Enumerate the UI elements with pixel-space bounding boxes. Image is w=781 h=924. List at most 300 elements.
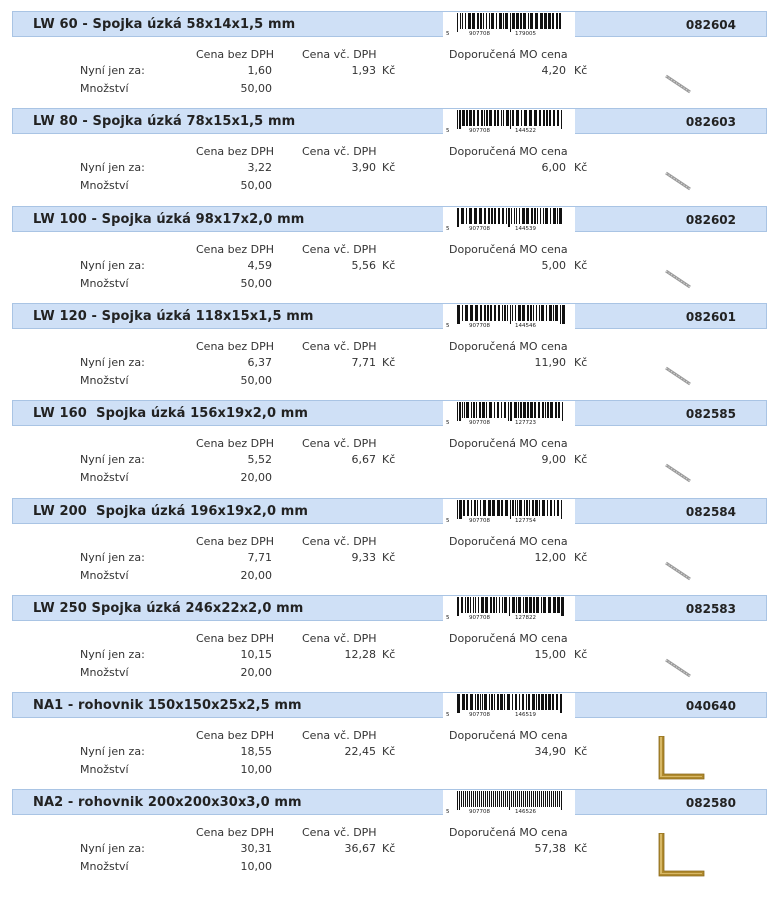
barcode-bar bbox=[530, 402, 533, 418]
barcode-bars bbox=[457, 13, 561, 32]
product-item bbox=[0, 789, 781, 886]
barcode-bar bbox=[474, 208, 477, 224]
barcode-bar bbox=[550, 500, 552, 516]
product-title[interactable]: LW 250 Spojka úzká 246x22x2,0 mm bbox=[33, 600, 304, 616]
barcode-bar bbox=[501, 402, 502, 418]
product-header[interactable] bbox=[12, 108, 767, 134]
barcode-bar bbox=[518, 597, 521, 613]
barcode-bar bbox=[557, 208, 558, 224]
price-rrp-value: 57,38 bbox=[534, 842, 566, 856]
price-rrp-header: Doporučená MO cena bbox=[449, 534, 568, 548]
price-rrp-value: 6,00 bbox=[541, 161, 566, 175]
product-image[interactable] bbox=[656, 444, 706, 494]
barcode bbox=[443, 109, 575, 134]
barcode-bar bbox=[536, 694, 537, 710]
connector-plate-icon bbox=[656, 250, 706, 300]
barcode-bar bbox=[523, 402, 526, 418]
barcode-bar bbox=[534, 402, 536, 418]
barcode-bars bbox=[457, 500, 562, 519]
barcode-bar bbox=[487, 791, 488, 807]
barcode-bar bbox=[460, 13, 461, 29]
barcode-bar bbox=[514, 208, 515, 224]
barcode-bars bbox=[457, 305, 565, 324]
barcode-bar bbox=[529, 110, 532, 126]
barcode-digits: 907708 bbox=[469, 809, 490, 816]
barcode-bar bbox=[517, 791, 518, 807]
price-net-value: 7,71 bbox=[247, 550, 272, 564]
barcode-bar bbox=[543, 597, 546, 613]
product-image[interactable] bbox=[656, 55, 706, 105]
barcode-bar bbox=[496, 13, 497, 29]
barcode-bar bbox=[541, 791, 542, 807]
barcode-bar bbox=[558, 402, 560, 418]
barcode-bar bbox=[497, 110, 499, 126]
barcode-bar bbox=[476, 402, 477, 418]
barcode-bar bbox=[535, 13, 538, 29]
barcode-digits: 144539 bbox=[515, 225, 536, 232]
barcode-digits: 5 bbox=[446, 809, 450, 816]
barcode-bars bbox=[457, 402, 563, 421]
barcode-digits: 5 bbox=[446, 128, 450, 135]
barcode-bar bbox=[482, 402, 485, 418]
barcode-bar bbox=[457, 500, 458, 519]
barcode-bar bbox=[510, 305, 511, 324]
barcode-bar bbox=[534, 208, 536, 224]
barcode-bar bbox=[467, 500, 469, 516]
barcode-bar bbox=[535, 500, 538, 516]
barcode-bar bbox=[561, 791, 562, 810]
price-gross-value: 1,93 bbox=[351, 64, 376, 77]
product-title[interactable]: LW 80 - Spojka úzká 78x15x1,5 mm bbox=[33, 114, 296, 130]
price-rrp-header: Doporučená MO cena bbox=[449, 729, 568, 743]
currency-label: Kč bbox=[382, 453, 396, 467]
quantity-label: Množství bbox=[80, 82, 129, 95]
barcode bbox=[443, 499, 575, 524]
barcode-bar bbox=[463, 500, 465, 516]
barcode-bar bbox=[522, 305, 525, 321]
barcode-bar bbox=[477, 13, 479, 29]
barcode-bar bbox=[473, 402, 475, 418]
product-image[interactable] bbox=[656, 250, 706, 300]
barcode-bar bbox=[516, 13, 519, 29]
currency-label: Kč bbox=[574, 647, 588, 661]
barcode-bar bbox=[543, 791, 544, 807]
barcode-bar bbox=[548, 694, 551, 710]
barcode-bar bbox=[547, 402, 549, 418]
barcode-bar bbox=[483, 13, 484, 29]
barcode-bar bbox=[513, 791, 514, 807]
barcode-bar bbox=[512, 110, 514, 126]
barcode-bar bbox=[537, 208, 538, 224]
barcode-bar bbox=[462, 694, 465, 710]
barcode bbox=[443, 790, 575, 815]
price-net-header: Cena bez DPH bbox=[196, 339, 275, 353]
product-title[interactable]: LW 200 Spojka úzká 196x19x2,0 mm bbox=[33, 503, 309, 519]
barcode-bar bbox=[550, 208, 551, 224]
barcode-bar bbox=[520, 402, 522, 418]
barcode-bar bbox=[555, 402, 557, 418]
barcode-bar bbox=[480, 13, 482, 29]
barcode-bar bbox=[526, 500, 528, 516]
barcode-bar bbox=[527, 402, 529, 418]
barcode-bar bbox=[506, 208, 507, 224]
barcode-bar bbox=[520, 13, 522, 29]
price-gross-header: Cena vč. DPH bbox=[302, 48, 377, 61]
product-item bbox=[0, 11, 781, 108]
barcode-bar bbox=[515, 305, 516, 321]
barcode-bar bbox=[521, 110, 522, 126]
barcode-bar bbox=[502, 597, 503, 613]
barcode-graphic bbox=[443, 109, 575, 134]
barcode-bar bbox=[561, 110, 562, 129]
barcode-bar bbox=[475, 694, 476, 710]
price-rrp-header: Doporučená MO cena bbox=[449, 437, 568, 451]
barcode-bar bbox=[544, 13, 547, 29]
price-rrp-value: 4,20 bbox=[541, 64, 566, 77]
barcode-bars bbox=[457, 791, 562, 810]
price-gross-header: Cena vč. DPH bbox=[302, 145, 377, 159]
price-net-value: 4,59 bbox=[247, 258, 272, 272]
barcode-bar bbox=[462, 110, 465, 126]
product-image[interactable] bbox=[656, 736, 706, 786]
currency-label: Kč bbox=[382, 550, 396, 564]
barcode-digits: 5 bbox=[446, 614, 450, 621]
barcode-bar bbox=[457, 305, 460, 324]
barcode-bar bbox=[490, 305, 492, 321]
barcode-bar bbox=[557, 791, 558, 807]
barcode bbox=[443, 207, 575, 232]
quantity-value: 20,00 bbox=[240, 568, 272, 582]
barcode-bar bbox=[510, 110, 511, 129]
barcode-bar bbox=[477, 694, 479, 710]
price-gross-header: Cena vč. DPH bbox=[302, 339, 377, 353]
barcode-bar bbox=[457, 13, 458, 32]
barcode-bar bbox=[481, 791, 482, 807]
barcode-bar bbox=[465, 305, 468, 321]
price-rrp-header: Doporučená MO cena bbox=[449, 242, 568, 256]
barcode-bar bbox=[521, 791, 522, 807]
connector-plate-icon bbox=[656, 152, 706, 202]
price-gross-value: 3,90 bbox=[351, 161, 376, 175]
barcode-bar bbox=[496, 597, 497, 613]
barcode-graphic bbox=[443, 596, 575, 621]
barcode-bar bbox=[542, 500, 545, 516]
barcode-graphic bbox=[443, 207, 575, 232]
barcode-bar bbox=[519, 694, 520, 710]
barcode-bar bbox=[523, 791, 524, 807]
barcode-bar bbox=[555, 305, 558, 321]
barcode-bar bbox=[523, 13, 526, 29]
quantity-label: Množství bbox=[80, 471, 129, 485]
price-gross-header: Cena vč. DPH bbox=[302, 826, 377, 840]
now-only-label: Nyní jen za: bbox=[80, 258, 145, 272]
barcode-bar bbox=[462, 13, 463, 29]
barcode-bar bbox=[459, 402, 461, 421]
barcode-bar bbox=[529, 791, 530, 807]
product-code: 082601 bbox=[685, 309, 736, 324]
barcode-bar bbox=[488, 500, 491, 516]
product-title[interactable]: LW 120 - Spojka úzká 118x15x1,5 mm bbox=[33, 308, 314, 324]
barcode-graphic bbox=[443, 790, 575, 815]
barcode-bar bbox=[482, 694, 483, 710]
price-net-value: 3,22 bbox=[247, 161, 272, 175]
barcode-bar bbox=[484, 694, 487, 710]
barcode-bar bbox=[524, 500, 525, 516]
product-item bbox=[0, 108, 781, 205]
barcode-bar bbox=[472, 13, 475, 29]
barcode-digits: 5 bbox=[446, 420, 450, 427]
barcode-bar bbox=[553, 110, 555, 126]
price-net-header: Cena bez DPH bbox=[196, 242, 275, 256]
barcode-bar bbox=[486, 13, 487, 29]
barcode-digits: 146519 bbox=[515, 712, 536, 719]
product-image[interactable] bbox=[656, 542, 706, 592]
barcode-bars bbox=[457, 597, 564, 616]
barcode bbox=[443, 693, 575, 718]
barcode-bar bbox=[510, 500, 511, 519]
barcode-bars bbox=[457, 110, 562, 129]
product-title[interactable]: LW 160 Spojka úzká 156x19x2,0 mm bbox=[33, 406, 309, 422]
barcode-bar bbox=[519, 500, 522, 516]
barcode-bar bbox=[553, 597, 556, 613]
barcode-bar bbox=[485, 791, 486, 807]
barcode-bar bbox=[475, 791, 476, 807]
connector-plate-icon bbox=[656, 639, 706, 689]
barcode-bar bbox=[484, 110, 485, 126]
barcode-bar bbox=[532, 694, 535, 710]
price-gross-value: 7,71 bbox=[351, 355, 376, 369]
barcode-digits: 907708 bbox=[469, 614, 490, 621]
barcode-bar bbox=[545, 208, 548, 224]
barcode-bar bbox=[483, 791, 484, 807]
currency-label: Kč bbox=[574, 355, 588, 369]
barcode-bar bbox=[546, 110, 548, 126]
product-header[interactable] bbox=[12, 11, 767, 37]
barcode-bar bbox=[510, 13, 511, 32]
barcode-bar bbox=[499, 597, 500, 613]
product-title[interactable]: LW 100 - Spojka úzká 98x17x2,0 mm bbox=[33, 211, 305, 227]
barcode-bar bbox=[461, 791, 462, 807]
barcode-bar bbox=[559, 791, 560, 807]
product-title[interactable]: NA2 - rohovnik 200x200x30x3,0 mm bbox=[33, 795, 302, 811]
barcode-bar bbox=[522, 208, 525, 224]
barcode-bar bbox=[469, 791, 470, 807]
barcode-bar bbox=[498, 208, 500, 224]
barcode-bar bbox=[540, 208, 541, 224]
barcode-bar bbox=[504, 402, 506, 418]
product-image[interactable] bbox=[656, 639, 706, 689]
barcode-bar bbox=[540, 13, 543, 29]
barcode-bar bbox=[504, 305, 506, 321]
barcode-bar bbox=[470, 694, 473, 710]
barcode-bar bbox=[538, 402, 540, 418]
quantity-label: Množství bbox=[80, 373, 129, 387]
barcode-bar bbox=[477, 110, 479, 126]
barcode-bar bbox=[471, 791, 472, 807]
barcode-bar bbox=[556, 694, 558, 710]
price-gross-value: 9,33 bbox=[351, 550, 376, 564]
barcode-bar bbox=[474, 500, 476, 516]
barcode-digits: 127723 bbox=[515, 420, 536, 427]
barcode-bar bbox=[497, 791, 498, 807]
currency-label: Kč bbox=[574, 258, 588, 272]
barcode-bar bbox=[504, 694, 505, 710]
barcode-bar bbox=[557, 500, 559, 516]
barcode-bar bbox=[466, 208, 467, 224]
barcode-bar bbox=[457, 402, 458, 421]
barcode-bar bbox=[457, 597, 459, 616]
product-title[interactable]: LW 60 - Spojka úzká 58x14x1,5 mm bbox=[33, 17, 296, 32]
price-net-header: Cena bez DPH bbox=[196, 729, 275, 743]
barcode-bar bbox=[489, 13, 490, 29]
product-image[interactable] bbox=[656, 833, 706, 883]
barcode-bar bbox=[515, 500, 516, 516]
price-rrp-value: 11,90 bbox=[534, 355, 566, 369]
price-gross-header: Cena vč. DPH bbox=[302, 437, 377, 451]
barcode-bar bbox=[497, 402, 499, 418]
barcode-bar bbox=[473, 110, 475, 126]
price-net-value: 6,37 bbox=[247, 355, 272, 369]
price-gross-header: Cena vč. DPH bbox=[302, 242, 377, 256]
barcode-bar bbox=[497, 694, 499, 710]
barcode-bar bbox=[499, 791, 500, 807]
barcode-bar bbox=[480, 500, 481, 516]
corner-bracket-icon bbox=[656, 833, 706, 883]
barcode-bar bbox=[523, 597, 524, 613]
product-image[interactable] bbox=[656, 347, 706, 397]
barcode-bar bbox=[475, 305, 478, 321]
product-title[interactable]: NA1 - rohovnik 150x150x25x2,5 mm bbox=[33, 698, 302, 714]
barcode-bar bbox=[539, 500, 540, 516]
product-code: 040640 bbox=[685, 699, 736, 714]
barcode-bar bbox=[531, 791, 532, 807]
currency-label: Kč bbox=[574, 453, 588, 467]
product-header[interactable] bbox=[12, 789, 767, 815]
barcode-digits: 144522 bbox=[515, 128, 536, 135]
barcode-bar bbox=[519, 791, 520, 807]
product-header[interactable] bbox=[12, 303, 767, 329]
barcode-bar bbox=[463, 791, 464, 807]
barcode bbox=[443, 401, 575, 426]
product-header[interactable] bbox=[12, 692, 767, 718]
connector-plate-icon bbox=[656, 444, 706, 494]
price-net-header: Cena bez DPH bbox=[196, 437, 275, 451]
price-gross-header: Cena vč. DPH bbox=[302, 631, 377, 645]
barcode-bar bbox=[552, 694, 554, 710]
barcode-bar bbox=[462, 305, 463, 321]
barcode-bar bbox=[505, 13, 508, 29]
product-code: 082583 bbox=[685, 601, 736, 616]
price-gross-value: 6,67 bbox=[351, 453, 376, 467]
now-only-label: Nyní jen za: bbox=[80, 453, 145, 467]
barcode-bar bbox=[541, 597, 542, 613]
barcode-bar bbox=[548, 13, 551, 29]
barcode-bar bbox=[484, 208, 486, 224]
barcode-bar bbox=[534, 110, 537, 126]
barcode-bar bbox=[502, 208, 504, 224]
barcode-bar bbox=[505, 791, 506, 807]
price-rrp-value: 34,90 bbox=[534, 745, 566, 759]
barcode-digits: 127754 bbox=[515, 517, 536, 524]
barcode-bar bbox=[511, 791, 512, 807]
price-net-header: Cena bez DPH bbox=[196, 631, 275, 645]
price-rrp-header: Doporučená MO cena bbox=[449, 631, 568, 645]
product-header[interactable] bbox=[12, 206, 767, 232]
now-only-label: Nyní jen za: bbox=[80, 745, 145, 759]
barcode-bar bbox=[554, 500, 555, 516]
barcode bbox=[443, 12, 575, 37]
barcode-bar bbox=[509, 597, 510, 616]
quantity-label: Množství bbox=[80, 860, 129, 874]
product-header[interactable] bbox=[12, 400, 767, 426]
price-net-header: Cena bez DPH bbox=[196, 145, 275, 159]
barcode-bar bbox=[515, 791, 516, 807]
barcode-bar bbox=[461, 597, 463, 613]
barcode-bar bbox=[466, 694, 468, 710]
barcode-bar bbox=[548, 597, 551, 613]
barcode-bar bbox=[516, 597, 517, 613]
now-only-label: Nyní jen za: bbox=[80, 355, 145, 369]
barcode-bar bbox=[542, 402, 544, 418]
price-net-value: 5,52 bbox=[247, 453, 272, 467]
barcode-bar bbox=[491, 791, 492, 807]
barcode-bar bbox=[473, 791, 474, 807]
barcode-bar bbox=[509, 791, 510, 810]
barcode-bars bbox=[457, 208, 562, 227]
barcode-bar bbox=[551, 791, 552, 807]
barcode-bar bbox=[559, 13, 561, 29]
barcode-bar bbox=[489, 110, 492, 126]
now-only-label: Nyní jen za: bbox=[80, 647, 145, 661]
barcode-bar bbox=[457, 694, 460, 713]
quantity-label: Množství bbox=[80, 179, 129, 193]
barcode-bar bbox=[459, 791, 460, 810]
barcode-bar bbox=[486, 110, 488, 126]
product-image[interactable] bbox=[656, 152, 706, 202]
barcode-bar bbox=[557, 110, 559, 126]
product-header[interactable] bbox=[12, 595, 767, 621]
barcode-bar bbox=[479, 402, 481, 418]
barcode-bar bbox=[480, 694, 481, 710]
barcode-bar bbox=[502, 305, 503, 321]
barcode-bar bbox=[536, 305, 537, 321]
quantity-value: 50,00 bbox=[240, 82, 272, 95]
price-net-header: Cena bez DPH bbox=[196, 534, 275, 548]
barcode-bar bbox=[489, 694, 490, 710]
barcode-bar bbox=[485, 597, 488, 613]
barcode-bar bbox=[490, 597, 492, 613]
barcode bbox=[443, 304, 575, 329]
barcode-bar bbox=[504, 597, 507, 613]
price-net-header: Cena bez DPH bbox=[196, 826, 275, 840]
barcode-bar bbox=[518, 305, 521, 321]
barcode-graphic bbox=[443, 401, 575, 426]
product-header[interactable] bbox=[12, 498, 767, 524]
barcode-bar bbox=[515, 694, 517, 710]
barcode-bar bbox=[512, 597, 515, 613]
barcode-bar bbox=[553, 791, 554, 807]
barcode-digits: 907708 bbox=[469, 517, 490, 524]
price-gross-value: 12,28 bbox=[344, 647, 376, 661]
barcode-bar bbox=[539, 791, 540, 807]
barcode-bar bbox=[560, 694, 562, 713]
barcode-bar bbox=[492, 500, 495, 516]
barcode-digits: 907708 bbox=[469, 225, 490, 232]
price-gross-value: 22,45 bbox=[344, 745, 376, 759]
barcode-bar bbox=[543, 110, 545, 126]
barcode-digits: 146526 bbox=[515, 809, 536, 816]
barcode-bar bbox=[501, 110, 502, 126]
